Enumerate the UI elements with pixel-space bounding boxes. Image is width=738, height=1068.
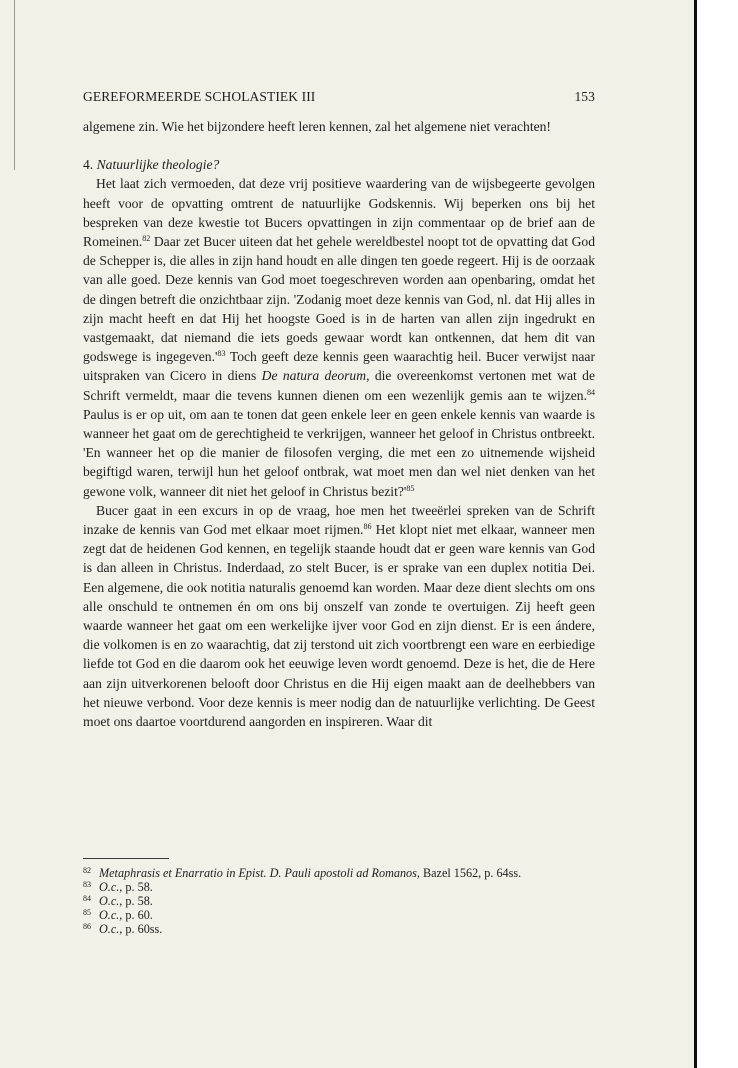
- footnote-text: p. 58.: [122, 894, 153, 908]
- section-heading: [83, 155, 595, 174]
- footnote-title: O.c.,: [99, 908, 123, 922]
- section-title: Natuurlijke theologie?: [96, 157, 220, 173]
- footnotes: [83, 866, 595, 936]
- footnote: 83 O.c., p. 58.: [83, 880, 153, 894]
- footnote-text: Bazel 1562, p. 64ss.: [419, 866, 522, 880]
- footnote-text: p. 60ss.: [122, 922, 163, 936]
- paragraph-duplex-notitia: [83, 501, 595, 731]
- footnote-title: O.c.,: [99, 880, 123, 894]
- body-text: [83, 117, 595, 731]
- paragraph-text: Paulus is er op uit, om aan te tonen dat geen enkele leer en geen enkele kennis van waarde is wanneer het gaat om de gerechtigheid te verkrijgen, wanneer het geloof in Christus ontbreekt. 'En wanneer het op die manier de filosofen verging, die met een zo uitnemende wijsheid begiftigd waren, terwijl hun het geloof ontbrak, wat moet men dan wel niet denken van het gewone volk, wanneer dit niet het geloof in Christus bezit?': [83, 406, 595, 499]
- footnote-reference: 85: [406, 483, 415, 493]
- footnote-reference: 83: [217, 349, 226, 359]
- paragraph-text: Het laat zich vermoeden, dat deze vrij positieve waardering van de wijsbegeerte gevolgen heeft voor de opvatting omtrent de natuurlijke Godskennis. Wij beperken ons bij het bespreken van deze kwestie tot Bucers opvattingen in zijn commentaar op de brief aan de Romeinen.: [83, 176, 595, 250]
- footnote: 84 O.c., p. 58.: [83, 894, 153, 908]
- page-left-edge: [14, 0, 15, 170]
- footnote: 82 Metaphrasis et Enarratio in Epist. D. Pauli apostoli ad Romanos, Bazel 1562, p. 64ss.: [83, 866, 522, 880]
- paragraph-text: Daar zet Bucer uiteen dat het gehele wereldbestel noopt tot de opvatting dat God de Schepper is, die alles in zijn hand houdt en alle dingen ten goede regeert. Hij is de oorzaak van alle goed. Deze kennis van God moet toegeschreven worden aan openbaring, omdat het de dingen betreft die onzichtbaar zijn. 'Zodanig moet deze kennis van God, nl. dat Hij alles in zijn macht heeft en dat Hij het hoogste Goed is in de harten van allen zijn ingedrukt en vastgemaakt, dat niemand die iets goeds gewaar wordt kan ontkennen, dat hem dit van godswege is ingegeven.': [83, 234, 595, 365]
- footnote-text: p. 60.: [122, 908, 153, 922]
- footnote-title: O.c.,: [99, 894, 123, 908]
- footnote-reference: 82: [142, 234, 151, 244]
- page-number: 153: [574, 89, 595, 104]
- paragraph-text: Bucer gaat in een excurs in op de vraag, hoe men het tweeërlei spreken van de Schrift inzake de kennis van God met elkaar moet rijmen.: [83, 502, 595, 538]
- running-title: GEREFORMEERDE SCHOLASTIEK III: [83, 89, 316, 104]
- section-number: 4.: [83, 157, 94, 173]
- footnote-title: Metaphrasis et Enarratio in Epist. D. Pauli apostoli ad Romanos,: [99, 866, 420, 880]
- paragraph-text: , die overeenkomst vertonen met wat de Schrift vermeldt, maar die tevens kunnen dienen om een wezenlijk gemis aan te wijzen.: [83, 368, 595, 403]
- footnote-reference: 86: [363, 522, 372, 532]
- footnote: 85 O.c., p. 60.: [83, 908, 153, 922]
- paragraph-continuation: algemene zin. Wie het bijzondere heeft leren kennen, zal het algemene niet verachten!: [83, 119, 551, 134]
- footnote-title: O.c.,: [99, 922, 123, 936]
- footnote-text: p. 58.: [122, 880, 153, 894]
- paragraph-text: Toch geeft deze kennis geen waarachtig heil. Bucer verwijst naar uitspraken van Cicero in diens: [83, 349, 595, 384]
- footnote: 86 O.c., p. 60ss.: [83, 922, 163, 936]
- paragraph-text: Het klopt niet met elkaar, wanneer men zegt dat de heidenen God kennen, en tegelijk staande houdt dat er geen ware kennis van God is dan alleen in Christus. Inderdaad, zo stelt Bucer, is er sprake van een duplex notitia Dei. Een algemene, die ook notitia naturalis genoemd kan worden. Maar deze dient slechts om ons alle onschuld te ontnemen én om ons bij onszelf van zonde te overtuigen. Zij heeft geen waarde wanneer het gaat om een werkelijke ijver voor God en zijn dienst. Er is een ándere, die volkomen is en zo waarachtig, dat zij terstond uit zich voortbrengt een ware en eerbiedige liefde tot God en die daarom ook het eeuwige leven wordt genoemd. Deze is het, die de Here aan zijn uitverkorenen belooft door Christus en die Hij eigen maakt aan de deelhebbers van het nieuwe verbond. Voor deze kennis is meer nodig dan de natuurlijke verlichting. De Geest moet ons daartoe voortdurend aangorden en inspireren. Waar dit: [83, 522, 595, 730]
- page-right-edge: [694, 0, 697, 1068]
- footnote-rule: [83, 858, 169, 859]
- footnote-reference: 84: [587, 387, 595, 397]
- work-title: De natura deorum: [261, 368, 367, 384]
- paragraph-natural-theology: [83, 174, 595, 500]
